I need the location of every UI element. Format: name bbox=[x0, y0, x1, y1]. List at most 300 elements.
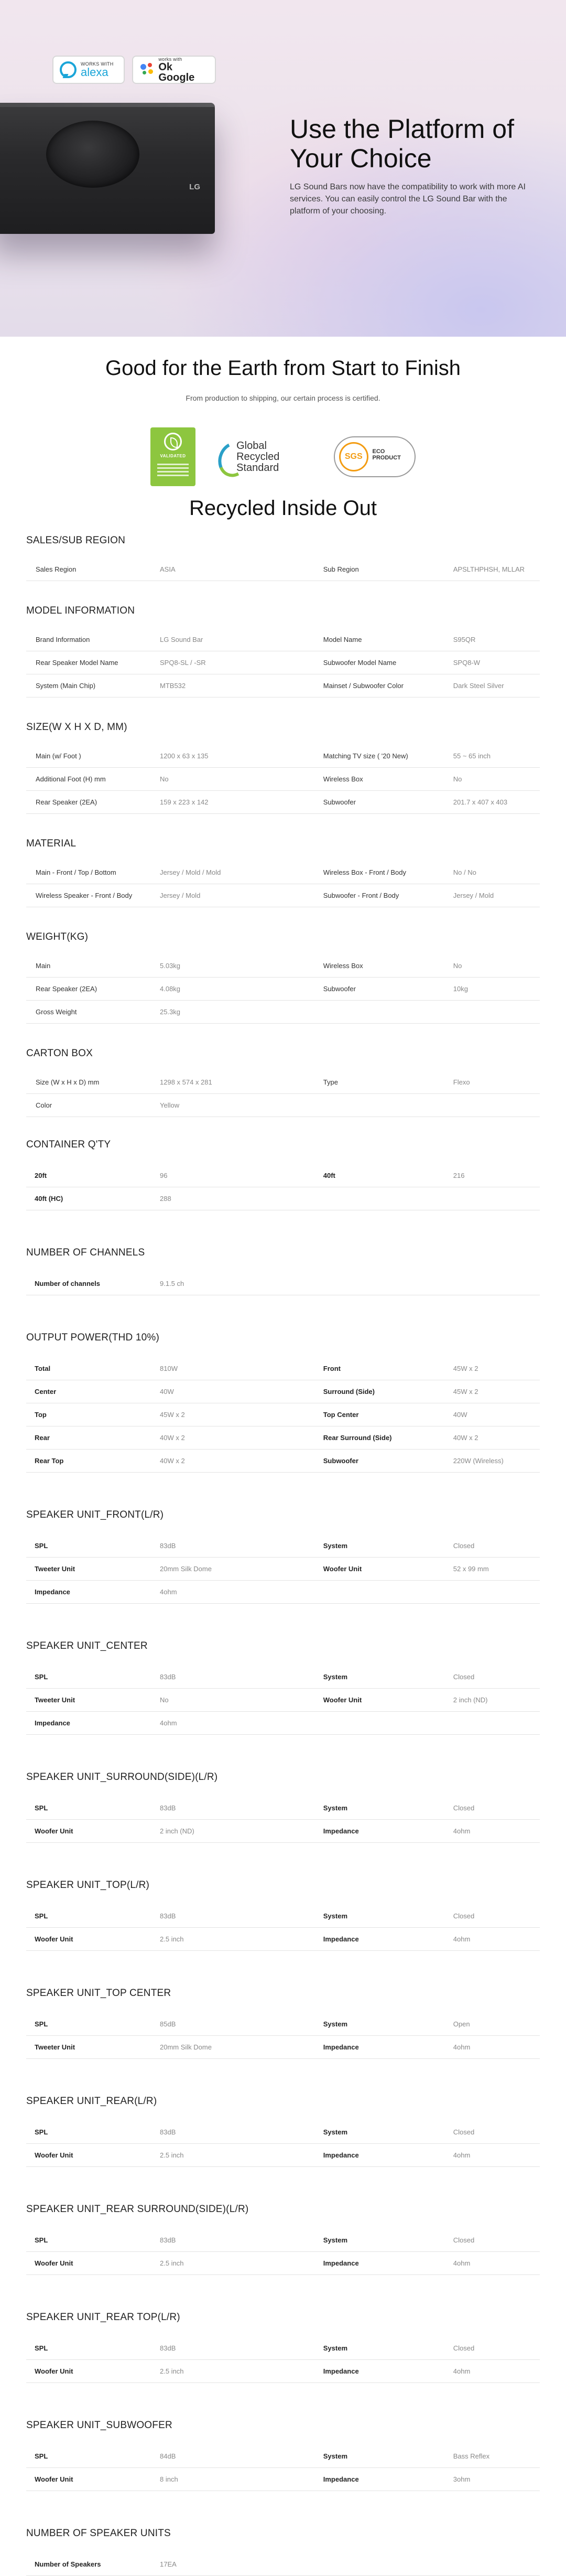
spec-cell bbox=[321, 1359, 540, 1378]
spec-section-speaker-unit-subwoofer bbox=[26, 2420, 540, 2491]
spec-value: 55 ~ 65 inch bbox=[453, 752, 491, 760]
spec-cell bbox=[321, 2559, 540, 2570]
spec-label: 20ft bbox=[35, 1172, 47, 1179]
spec-value: 45W x 2 bbox=[160, 1411, 185, 1419]
spec-label: Subwoofer bbox=[323, 985, 356, 993]
spec-value: 45W x 2 bbox=[453, 1365, 478, 1372]
spec-cell bbox=[321, 653, 540, 672]
spec-cell bbox=[26, 1691, 321, 1709]
spec-row bbox=[26, 2445, 540, 2468]
spec-cell bbox=[26, 2231, 321, 2249]
spec-cell bbox=[26, 1907, 321, 1925]
spec-label: Impedance bbox=[35, 1588, 70, 1596]
spec-section-speaker-unit-top-center bbox=[26, 1988, 540, 2059]
spec-value: 2.5 inch bbox=[160, 1935, 184, 1943]
spec-label: Impedance bbox=[323, 2259, 359, 2267]
spec-label: Model Name bbox=[323, 636, 362, 643]
spec-value: 3ohm bbox=[453, 2475, 471, 2483]
spec-label: Subwoofer bbox=[323, 1457, 358, 1465]
spec-section-container-q-ty bbox=[26, 1139, 540, 1210]
spec-value: APSLTHPHSH, MLLAR bbox=[453, 565, 525, 573]
spec-cell bbox=[321, 1907, 540, 1925]
spec-cell bbox=[26, 1405, 321, 1424]
spec-row bbox=[26, 558, 540, 581]
spec-label: Wireless Box - Front / Body bbox=[323, 868, 406, 876]
spec-cell bbox=[26, 1189, 321, 1208]
spec-row bbox=[26, 1928, 540, 1951]
spec-value: 83dB bbox=[160, 2236, 176, 2244]
spec-cell bbox=[26, 1930, 321, 1948]
spec-section-title: SPEAKER UNIT_FRONT(L/R) bbox=[26, 1509, 164, 1520]
spec-value: 83dB bbox=[160, 1804, 176, 1812]
spec-cell bbox=[321, 560, 540, 578]
spec-value: 25.3kg bbox=[160, 1008, 181, 1016]
spec-label: System bbox=[323, 2128, 348, 2136]
spec-cell bbox=[26, 2470, 321, 2488]
spec-cell bbox=[26, 1166, 321, 1185]
spec-cell bbox=[26, 1359, 321, 1378]
spec-value: No bbox=[160, 775, 169, 783]
spec-row bbox=[26, 1797, 540, 1820]
spec-label: Impedance bbox=[323, 2151, 359, 2159]
spec-label: 40ft (HC) bbox=[35, 1195, 63, 1203]
google-badge-small: works with bbox=[158, 56, 182, 62]
spec-value: 4ohm bbox=[453, 1827, 471, 1835]
soundbar-image bbox=[0, 103, 215, 234]
spec-value: 4ohm bbox=[160, 1719, 177, 1727]
alexa-badge-big: alexa bbox=[81, 65, 108, 79]
certification-logos bbox=[0, 426, 566, 487]
spec-label: SPL bbox=[35, 2128, 48, 2136]
spec-value: 17EA bbox=[160, 2560, 177, 2568]
hero-banner bbox=[0, 0, 566, 337]
spec-cell bbox=[26, 1668, 321, 1686]
spec-label: Surround (Side) bbox=[323, 1388, 375, 1396]
spec-value: Yellow bbox=[160, 1101, 180, 1109]
spec-label: Tweeter Unit bbox=[35, 1696, 75, 1704]
spec-label: Subwoofer bbox=[323, 798, 356, 806]
spec-row bbox=[26, 1403, 540, 1426]
spec-value: SPQ8-SL / -SR bbox=[160, 659, 206, 667]
spec-label: Top bbox=[35, 1411, 47, 1419]
spec-value: 84dB bbox=[160, 2452, 176, 2460]
spec-cell bbox=[26, 2123, 321, 2141]
spec-value: Jersey / Mold bbox=[453, 892, 494, 899]
spec-section-speaker-unit-rear-l-r bbox=[26, 2096, 540, 2167]
spec-label: Rear Top bbox=[35, 1457, 64, 1465]
spec-section-output-power-thd-10 bbox=[26, 1332, 540, 1473]
spec-label: Number of channels bbox=[35, 1280, 100, 1287]
spec-cell bbox=[321, 957, 540, 975]
spec-value: Closed bbox=[453, 2236, 475, 2244]
spec-cell bbox=[321, 2015, 540, 2033]
spec-label: Woofer Unit bbox=[323, 1696, 362, 1704]
spec-row bbox=[26, 1272, 540, 1295]
spec-cell bbox=[321, 1007, 540, 1017]
spec-value: 2 inch (ND) bbox=[160, 1827, 194, 1835]
spec-cell bbox=[26, 2362, 321, 2380]
spec-cell bbox=[26, 677, 321, 695]
spec-value: 201.7 x 407 x 403 bbox=[453, 798, 508, 806]
spec-label: System bbox=[323, 2344, 348, 2352]
spec-value: Closed bbox=[453, 1912, 475, 1920]
recycled-title: Recycled Inside Out bbox=[189, 497, 377, 520]
spec-value: 4ohm bbox=[453, 2259, 471, 2267]
spec-value: 810W bbox=[160, 1365, 178, 1372]
spec-cell bbox=[321, 1073, 540, 1091]
spec-cell bbox=[321, 1279, 540, 1289]
spec-section-title: NUMBER OF SPEAKER UNITS bbox=[26, 2528, 171, 2539]
spec-value: 220W (Wireless) bbox=[453, 1457, 504, 1465]
spec-label: System bbox=[323, 2236, 348, 2244]
spec-section-speaker-unit-top-l-r bbox=[26, 1880, 540, 1951]
spec-value: No / No bbox=[453, 868, 476, 876]
spec-label: SPL bbox=[35, 2452, 48, 2460]
spec-value: 85dB bbox=[160, 2020, 176, 2028]
spec-row bbox=[26, 2252, 540, 2275]
spec-value: ASIA bbox=[160, 565, 176, 573]
spec-cell bbox=[26, 653, 321, 672]
spec-value: 20mm Silk Dome bbox=[160, 2043, 212, 2051]
spec-value: LG Sound Bar bbox=[160, 636, 203, 643]
spec-value: 2.5 inch bbox=[160, 2151, 184, 2159]
spec-row bbox=[26, 1187, 540, 1210]
spec-label: SPL bbox=[35, 2344, 48, 2352]
spec-label: Main - Front / Top / Bottom bbox=[36, 868, 116, 876]
spec-label: Woofer Unit bbox=[35, 1935, 73, 1943]
spec-cell bbox=[26, 2146, 321, 2164]
spec-value: 9.1.5 ch bbox=[160, 1280, 184, 1287]
spec-row bbox=[26, 2553, 540, 2576]
spec-row bbox=[26, 1712, 540, 1735]
spec-group-a bbox=[26, 535, 540, 1117]
spec-cell bbox=[26, 957, 321, 975]
spec-value: 83dB bbox=[160, 2344, 176, 2352]
spec-row bbox=[26, 2036, 540, 2059]
spec-value: 10kg bbox=[453, 985, 468, 993]
spec-label: Gross Weight bbox=[36, 1008, 77, 1016]
spec-value: 40W x 2 bbox=[160, 1457, 185, 1465]
spec-value: Open bbox=[453, 2020, 470, 2028]
spec-row bbox=[26, 1689, 540, 1712]
spec-cell bbox=[321, 793, 540, 811]
spec-row bbox=[26, 1450, 540, 1473]
spec-row bbox=[26, 1558, 540, 1581]
spec-label: Number of Speakers bbox=[35, 2560, 101, 2568]
sgs-eco-logo bbox=[334, 436, 416, 477]
spec-label: Woofer Unit bbox=[323, 1565, 362, 1573]
spec-label: Color bbox=[36, 1101, 52, 1109]
spec-row bbox=[26, 1581, 540, 1604]
spec-cell bbox=[321, 1822, 540, 1840]
spec-value: 2 inch (ND) bbox=[453, 1696, 488, 1704]
spec-value: 83dB bbox=[160, 1673, 176, 1681]
lg-logo: LG bbox=[189, 183, 200, 191]
spec-section-number-of-channels bbox=[26, 1247, 540, 1295]
hero-title: Use the Platform of Your Choice bbox=[290, 114, 514, 173]
spec-cell bbox=[321, 770, 540, 788]
grs-label: Global Recycled Standard bbox=[236, 439, 280, 474]
spec-label: Main bbox=[36, 962, 51, 970]
spec-value: 8 inch bbox=[160, 2475, 178, 2483]
spec-cell bbox=[26, 1537, 321, 1555]
spec-label: System bbox=[323, 2452, 348, 2460]
spec-cell bbox=[321, 1930, 540, 1948]
spec-value: No bbox=[453, 962, 462, 970]
spec-value: Closed bbox=[453, 1542, 475, 1550]
spec-value: 40W x 2 bbox=[453, 1434, 478, 1442]
spec-value: 83dB bbox=[160, 1542, 176, 1550]
spec-label: Wireless Speaker - Front / Body bbox=[36, 892, 133, 899]
spec-row bbox=[26, 2013, 540, 2036]
spec-section-weight-kg bbox=[26, 931, 540, 1024]
specifications bbox=[0, 520, 566, 2576]
spec-row bbox=[26, 2144, 540, 2167]
spec-value: Flexo bbox=[453, 1078, 470, 1086]
spec-section-title: SPEAKER UNIT_SURROUND(SIDE)(L/R) bbox=[26, 1772, 218, 1783]
spec-label: Impedance bbox=[323, 1827, 359, 1835]
spec-value: 5.03kg bbox=[160, 962, 181, 970]
spec-value: Closed bbox=[453, 1673, 475, 1681]
spec-row bbox=[26, 1094, 540, 1117]
alexa-icon bbox=[60, 61, 77, 78]
spec-label: Tweeter Unit bbox=[35, 2043, 75, 2051]
spec-row bbox=[26, 1164, 540, 1187]
google-assistant-icon bbox=[139, 62, 154, 78]
spec-cell bbox=[26, 560, 321, 578]
spec-cell bbox=[321, 1668, 540, 1686]
spec-row bbox=[26, 2468, 540, 2491]
spec-section-title: CARTON BOX bbox=[26, 1048, 93, 1059]
spec-row bbox=[26, 1071, 540, 1094]
ul-validated-logo bbox=[150, 427, 195, 486]
spec-label: Top Center bbox=[323, 1411, 359, 1419]
spec-cell bbox=[321, 1587, 540, 1597]
spec-cell bbox=[321, 2362, 540, 2380]
spec-value: Jersey / Mold bbox=[160, 892, 201, 899]
spec-label: SPL bbox=[35, 1542, 48, 1550]
spec-value: Dark Steel Silver bbox=[453, 682, 504, 690]
spec-value: 288 bbox=[160, 1195, 171, 1203]
spec-label: Woofer Unit bbox=[35, 2259, 73, 2267]
spec-value: 2.5 inch bbox=[160, 2259, 184, 2267]
hero-description: LG Sound Bars now have the compatibility to work with more AI services. You can easily control the LG Sound Bar with the platform of your choosing. bbox=[290, 183, 526, 216]
spec-cell bbox=[26, 1799, 321, 1817]
spec-label: Impedance bbox=[323, 2367, 359, 2375]
google-badge-big: Ok Google bbox=[158, 61, 195, 83]
spec-value: 159 x 223 x 142 bbox=[160, 798, 209, 806]
spec-label: Brand Information bbox=[36, 636, 90, 643]
spec-row bbox=[26, 651, 540, 674]
spec-section-speaker-unit-front-l-r bbox=[26, 1509, 540, 1604]
spec-value: S95QR bbox=[453, 636, 476, 643]
spec-section-title: CONTAINER Q'TY bbox=[26, 1139, 111, 1150]
spec-cell bbox=[26, 886, 321, 905]
spec-value: 4ohm bbox=[453, 2043, 471, 2051]
spec-value: Jersey / Mold / Mold bbox=[160, 868, 221, 876]
spec-value: 20mm Silk Dome bbox=[160, 1565, 212, 1573]
leaf-icon bbox=[164, 433, 182, 450]
spec-row bbox=[26, 1820, 540, 1843]
spec-cell bbox=[321, 1405, 540, 1424]
spec-cell bbox=[321, 980, 540, 998]
spec-value: 216 bbox=[453, 1172, 465, 1179]
spec-label: SPL bbox=[35, 1912, 48, 1920]
alexa-badge-small: WORKS WITH bbox=[81, 61, 114, 67]
spec-row bbox=[26, 2121, 540, 2144]
spec-label: 40ft bbox=[323, 1172, 335, 1179]
spec-label: Rear Speaker Model Name bbox=[36, 659, 118, 667]
spec-cell bbox=[26, 2339, 321, 2357]
spec-section-title: MATERIAL bbox=[26, 838, 77, 849]
spec-label: SPL bbox=[35, 2236, 48, 2244]
spec-value: 4ohm bbox=[453, 2151, 471, 2159]
spec-value: Closed bbox=[453, 2344, 475, 2352]
spec-section-title: SPEAKER UNIT_REAR(L/R) bbox=[26, 2096, 157, 2107]
spec-section-title: MODEL INFORMATION bbox=[26, 605, 135, 616]
spec-section-title: SPEAKER UNIT_REAR SURROUND(SIDE)(L/R) bbox=[26, 2204, 249, 2215]
spec-label: Total bbox=[35, 1365, 51, 1372]
ul-validated-label: VALIDATED bbox=[160, 454, 186, 458]
spec-row bbox=[26, 1905, 540, 1928]
spec-row bbox=[26, 978, 540, 1001]
spec-cell bbox=[321, 677, 540, 695]
spec-cell bbox=[321, 1166, 540, 1185]
spec-row bbox=[26, 2337, 540, 2360]
spec-value: 83dB bbox=[160, 1912, 176, 1920]
sgs-mark: SGS bbox=[339, 442, 368, 471]
alexa-badge bbox=[52, 56, 125, 84]
spec-label: SPL bbox=[35, 1804, 48, 1812]
spec-value: 1298 x 574 x 281 bbox=[160, 1078, 212, 1086]
grs-logo bbox=[219, 434, 311, 480]
spec-value: Closed bbox=[453, 2128, 475, 2136]
spec-section-title: SALES/SUB REGION bbox=[26, 535, 126, 546]
spec-label: Rear Speaker (2EA) bbox=[36, 798, 97, 806]
spec-cell bbox=[26, 1583, 321, 1601]
spec-value: 4ohm bbox=[160, 1588, 177, 1596]
spec-row bbox=[26, 1426, 540, 1450]
spec-cell bbox=[26, 1429, 321, 1447]
spec-label: Woofer Unit bbox=[35, 2151, 73, 2159]
spec-label: System (Main Chip) bbox=[36, 682, 96, 690]
eco-subtitle: From production to shipping, our certain process is certified. bbox=[186, 394, 380, 402]
spec-label: Main (w/ Foot ) bbox=[36, 752, 81, 760]
spec-cell bbox=[321, 1429, 540, 1447]
spec-section-title: WEIGHT(KG) bbox=[26, 931, 89, 942]
spec-label: Impedance bbox=[323, 1935, 359, 1943]
spec-cell bbox=[26, 747, 321, 765]
spec-section-speaker-unit-rear-top-l-r bbox=[26, 2312, 540, 2383]
spec-label: Mainset / Subwoofer Color bbox=[323, 682, 404, 690]
spec-cell bbox=[321, 1799, 540, 1817]
spec-cell bbox=[321, 2038, 540, 2056]
grs-swoosh-icon bbox=[219, 438, 233, 475]
spec-section-title: OUTPUT POWER(THD 10%) bbox=[26, 1332, 160, 1343]
spec-value: Bass Reflex bbox=[453, 2452, 490, 2460]
spec-value: MTB532 bbox=[160, 682, 186, 690]
assistant-badges bbox=[52, 56, 216, 84]
spec-cell bbox=[26, 1452, 321, 1470]
spec-label: Front bbox=[323, 1365, 341, 1372]
spec-row bbox=[26, 791, 540, 814]
spec-cell bbox=[321, 747, 540, 765]
spec-label: SPL bbox=[35, 2020, 48, 2028]
spec-section-title: SIZE(W X H X D, MM) bbox=[26, 722, 127, 733]
spec-cell bbox=[321, 2254, 540, 2272]
google-badge bbox=[132, 56, 216, 84]
spec-value: 83dB bbox=[160, 2128, 176, 2136]
spec-section-material bbox=[26, 838, 540, 907]
sgs-title: ECO PRODUCT bbox=[372, 448, 401, 461]
spec-cell bbox=[26, 1073, 321, 1091]
spec-row bbox=[26, 954, 540, 978]
spec-value: SPQ8-W bbox=[453, 659, 481, 667]
spec-row bbox=[26, 884, 540, 907]
spec-cell bbox=[321, 2123, 540, 2141]
woofer-grille bbox=[46, 121, 139, 188]
spec-label: Impedance bbox=[35, 1719, 70, 1727]
spec-cell bbox=[26, 793, 321, 811]
spec-label: System bbox=[323, 1912, 348, 1920]
spec-cell bbox=[321, 2231, 540, 2249]
spec-cell bbox=[321, 886, 540, 905]
spec-row bbox=[26, 1380, 540, 1403]
spec-row bbox=[26, 2360, 540, 2383]
spec-cell bbox=[321, 1382, 540, 1401]
eco-section bbox=[0, 337, 566, 520]
spec-value: 1200 x 63 x 135 bbox=[160, 752, 209, 760]
spec-section-title: SPEAKER UNIT_REAR TOP(L/R) bbox=[26, 2312, 180, 2323]
spec-cell bbox=[321, 2339, 540, 2357]
spec-label: System bbox=[323, 1673, 348, 1681]
spec-label: Subwoofer - Front / Body bbox=[323, 892, 399, 899]
eco-title: Good for the Earth from Start to Finish bbox=[105, 357, 461, 380]
spec-cell bbox=[321, 2470, 540, 2488]
spec-label: Woofer Unit bbox=[35, 1827, 73, 1835]
spec-value: 4ohm bbox=[453, 1935, 471, 1943]
spec-label: Woofer Unit bbox=[35, 2367, 73, 2375]
spec-label: Rear Surround (Side) bbox=[323, 1434, 392, 1442]
spec-cell bbox=[26, 2015, 321, 2033]
spec-row bbox=[26, 1666, 540, 1689]
spec-value: 4ohm bbox=[453, 2367, 471, 2375]
spec-section-title: SPEAKER UNIT_SUBWOOFER bbox=[26, 2420, 172, 2431]
spec-cell bbox=[321, 1560, 540, 1578]
spec-label: Wireless Box bbox=[323, 962, 363, 970]
spec-row bbox=[26, 1357, 540, 1380]
spec-value: 2.5 inch bbox=[160, 2367, 184, 2375]
spec-cell bbox=[321, 1452, 540, 1470]
spec-cell bbox=[321, 1718, 540, 1729]
spec-section-title: NUMBER OF CHANNELS bbox=[26, 1247, 145, 1258]
spec-section-speaker-unit-center bbox=[26, 1640, 540, 1735]
spec-label: System bbox=[323, 1542, 348, 1550]
spec-row bbox=[26, 2229, 540, 2252]
spec-cell bbox=[321, 863, 540, 882]
spec-label: Type bbox=[323, 1078, 338, 1086]
spec-cell bbox=[321, 1194, 540, 1204]
spec-label: Size (W x H x D) mm bbox=[36, 1078, 100, 1086]
spec-label: Rear Speaker (2EA) bbox=[36, 985, 97, 993]
spec-label: SPL bbox=[35, 1673, 48, 1681]
spec-label: Center bbox=[35, 1388, 57, 1396]
spec-cell bbox=[321, 2146, 540, 2164]
spec-cell bbox=[26, 1560, 321, 1578]
spec-section-title: SPEAKER UNIT_TOP(L/R) bbox=[26, 1880, 150, 1891]
spec-cell bbox=[26, 770, 321, 788]
spec-cell bbox=[26, 1096, 321, 1114]
